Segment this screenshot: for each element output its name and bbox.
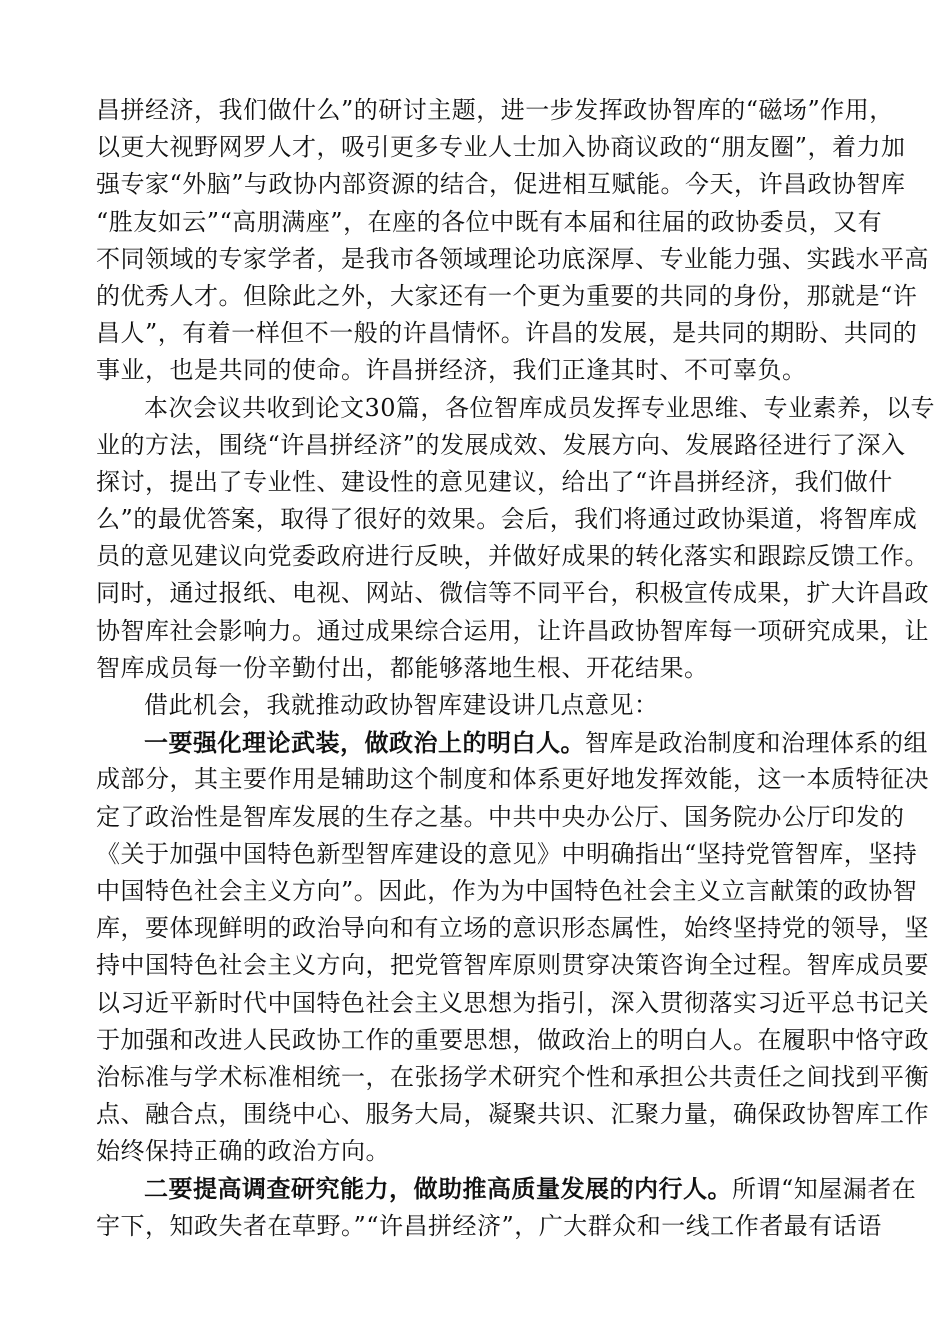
text-line: 昌人”，有着一样但不一般的许昌情怀。许昌的发展，是共同的期盼、共同的: [96, 319, 918, 348]
document-body: [96, 92, 936, 1245]
paragraph-point-two: [96, 1170, 917, 1244]
text-line: 事业，也是共同的使命。许昌拼经济，我们正逢其时、不可辜负。: [96, 356, 807, 385]
text-line: 智库成员每一份辛勤付出，都能够落地生根、开花结果。: [96, 653, 709, 682]
text-line: [96, 1170, 917, 1207]
paragraph-papers-summary: [96, 390, 936, 688]
text-line: 宇下，知政失者在草野。”“许昌拼经济”，广大群众和一线工作者最有话语: [96, 1211, 882, 1240]
text-line: 始终保持正确的政治方向。: [96, 1137, 390, 1166]
text-line: 员的意见建议向党委政府进行反映，并做好成果的转化落实和跟踪反馈工作。: [96, 542, 929, 571]
text-line: 的优秀人才。但除此之外，大家还有一个更为重要的共同的身份，那就是“许: [96, 281, 918, 310]
text-line: [96, 724, 928, 761]
text-line: 强专家“外脑”与政协内部资源的结合，促进相互赋能。今天，许昌政协智库: [96, 170, 906, 199]
text-line: 成部分，其主要作用是辅助这个制度和体系更好地发挥效能，这一本质特征决: [96, 765, 929, 794]
text-run: 智库是政治制度和治理体系的组: [585, 729, 928, 758]
text-line: 么”的最优答案，取得了很好的效果。会后，我们将通过政协渠道，将智库成: [96, 505, 918, 534]
section-heading: 二要提高调查研究能力，做助推高质量发展的内行人。: [144, 1174, 732, 1204]
text-line: “胜友如云”“高朋满座”，在座的各位中既有本届和往届的政协委员，又有: [96, 207, 883, 236]
text-line: 以更大视野网罗人才，吸引更多专业人士加入协商议政的“朋友圈”，着力加: [96, 133, 906, 162]
paragraph-point-one: [96, 724, 929, 1170]
text-line: 点、融合点，围绕中心、服务大局，凝聚共识、汇聚力量，确保政协智库工作: [96, 1100, 929, 1129]
text-line: 业的方法，围绕“许昌拼经济”的发展成效、发展方向、发展路径进行了深入: [96, 430, 906, 459]
text-line: 定了政治性是智库发展的生存之基。中共中央办公厅、国务院办公厅印发的: [96, 802, 905, 831]
section-heading: 一要强化理论武装，做政治上的明白人。: [144, 728, 585, 758]
text-line: 持中国特色社会主义方向，把党管智库原则贯穿决策咨询全过程。智库成员要: [96, 951, 929, 980]
text-line: 协智库社会影响力。通过成果综合运用，让许昌政协智库每一项研究成果，让: [96, 616, 929, 645]
text-line: 库，要体现鲜明的政治导向和有立场的意识形态属性，始终坚持党的领导，坚: [96, 914, 929, 943]
text-line: 《关于加强中国特色新型智库建设的意见》中明确指出“坚持党管智库，坚持: [96, 839, 918, 868]
text-line: 于加强和改进人民政协工作的重要思想，做政治上的明白人。在履职中恪守政: [96, 1025, 929, 1054]
text-line: 本次会议共收到论文30篇，各位智库成员发挥专业思维、专业素养，以专: [144, 393, 936, 422]
text-line: 不同领域的专家学者，是我市各领域理论功底深厚、专业能力强、实践水平高: [96, 244, 929, 273]
text-line: 以习近平新时代中国特色社会主义思想为指引，深入贯彻落实习近平总书记关: [96, 988, 929, 1017]
paragraph-intro-points: [96, 687, 856, 724]
text-line: 探讨，提出了专业性、建设性的意见建议，给出了“许昌拼经济，我们做什: [96, 467, 893, 496]
text-line: 中国特色社会主义方向”。因此，作为为中国特色社会主义立言献策的政协智: [96, 876, 918, 905]
paragraph-continuation: [96, 92, 929, 390]
text-line: 昌拼经济，我们做什么”的研讨主题，进一步发挥政协智库的“磁场”作用，: [96, 96, 894, 124]
text-run: 所谓“知屋漏者在: [732, 1175, 917, 1204]
text-line: 治标准与学术标准相统一，在张扬学术研究个性和承担公共责任之间找到平衡: [96, 1062, 929, 1091]
text-line: 同时，通过报纸、电视、网站、微信等不同平台，积极宣传成果，扩大许昌政: [96, 579, 929, 608]
text-line: 借此机会，我就推动政协智库建设讲几点意见：: [144, 691, 659, 719]
